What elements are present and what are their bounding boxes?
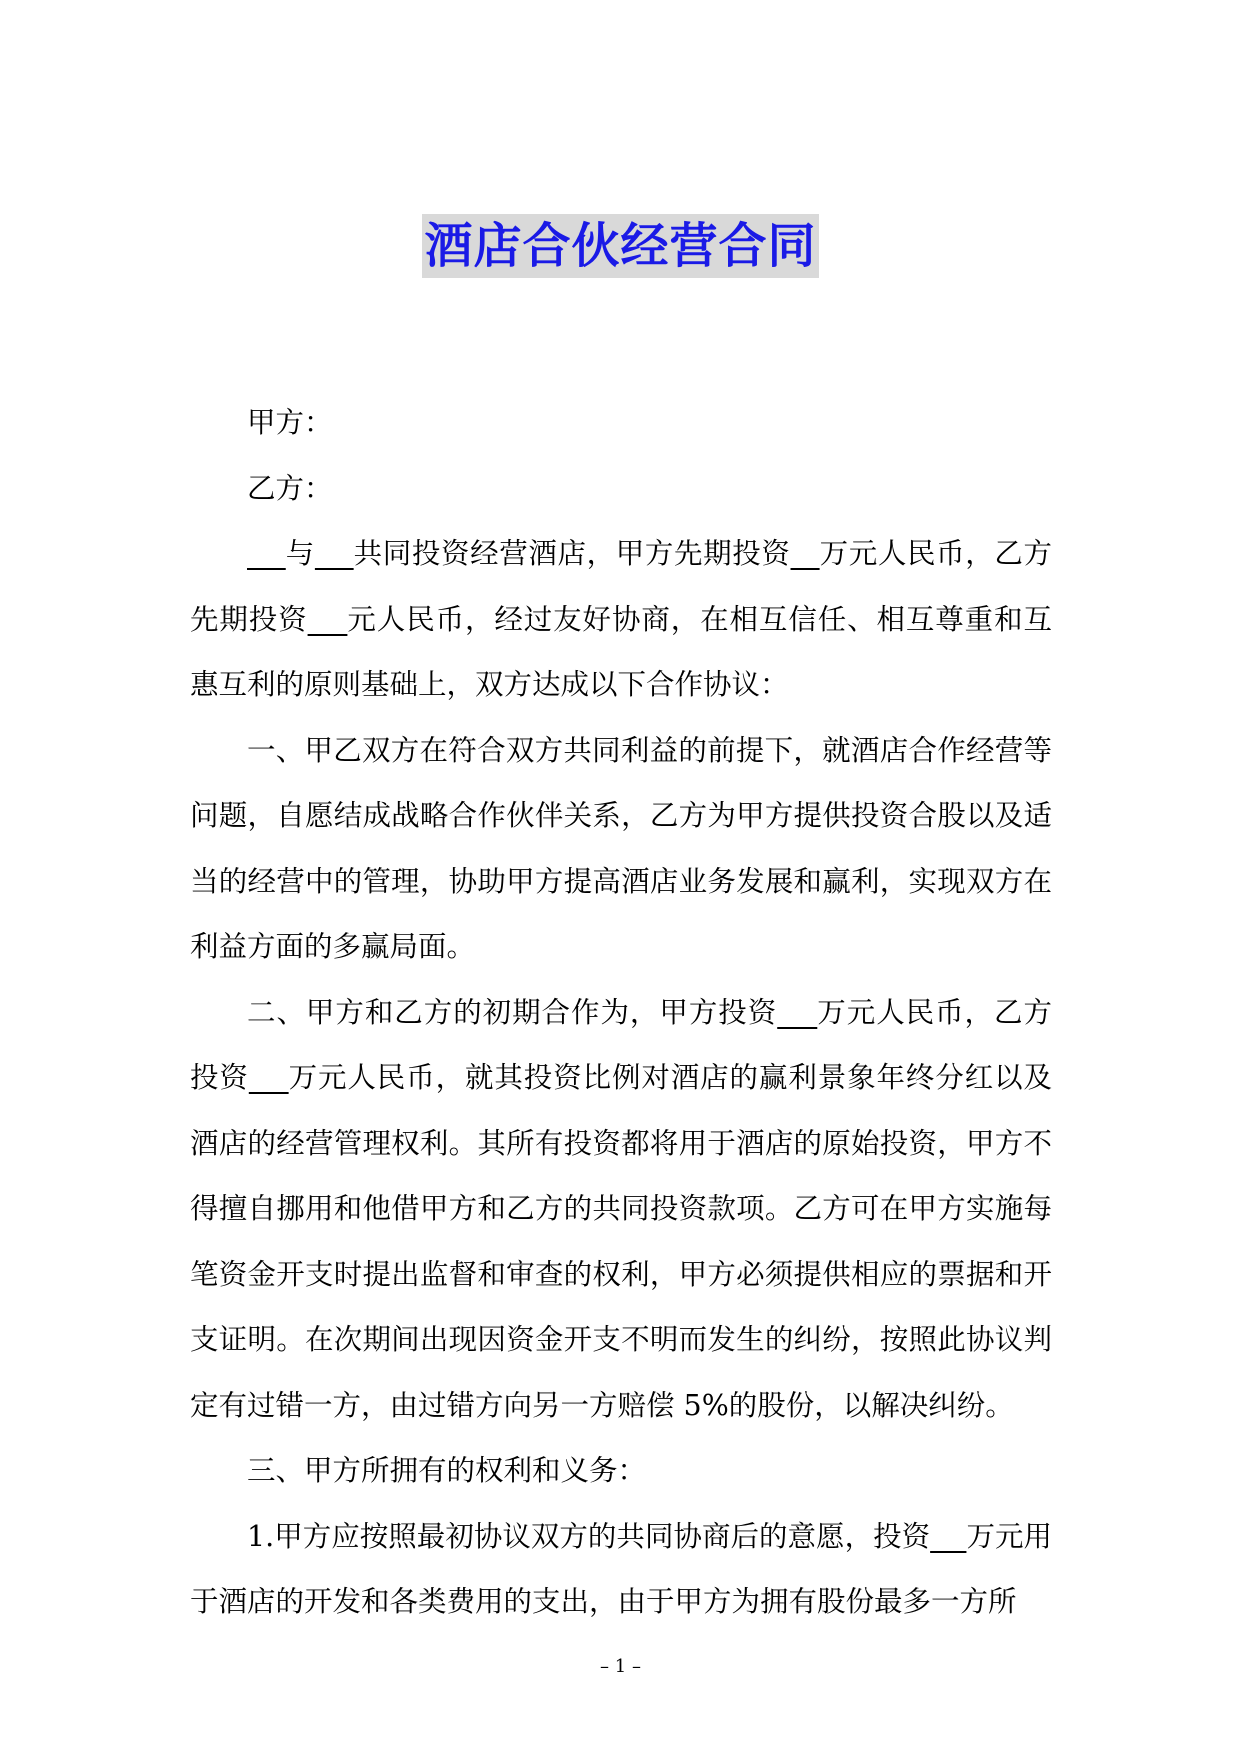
blank-field [777, 996, 817, 1029]
item-1-text-0: 1.甲方应按照最初协议双方的共同协商后的意愿，投资 [247, 1519, 931, 1553]
party-a-line: 甲方： [247, 406, 333, 439]
intro-paragraph [190, 521, 1052, 718]
title-container [0, 214, 1241, 278]
item-1-paragraph [190, 1504, 1052, 1635]
section-2-text-0: 二、甲方和乙方的初期合作为，甲方投资 [247, 995, 778, 1029]
section-2-text-2: 万元人民币，就其投资比例对酒店的赢利景象年终分红以及酒店的经营管理权利。其所有投资都将用于酒店的原始投资，甲方不得擅自挪用和他借甲方和乙方的共同投资款项。乙方可在甲方实施每笔资金开支时提出监督和审查的权利，甲方必须提供相应的票据和开支证明。在次期间出现因资金开支不明而发生的纠纷，按照此协议判定有过错一方，由过错方向另一方赔偿 5%的股份，以解决纠纷。 [190, 1061, 1052, 1422]
item-1-text-1: 万元用于酒店的开发和各类费用的支出，由于甲方为拥有股份最多一方所 [190, 1519, 1052, 1618]
intro-text-1: 与 [285, 537, 315, 570]
intro-text-4: 元人民币，经过友好协商，在相互信任、相互尊重和互惠互利的原则基础上，双方达成以下合作协议： [190, 602, 1052, 701]
blank-field [930, 1520, 966, 1553]
blank-field [791, 537, 820, 570]
document-body [190, 390, 1052, 1635]
intro-text-3: 万元人民币，乙方先期投资 [190, 537, 1052, 636]
blank-field [308, 603, 348, 636]
party-b-line: 乙方： [247, 471, 333, 505]
section-2-text-1: 万元人民币，乙方投资 [190, 995, 1052, 1094]
blank-field [249, 1061, 289, 1094]
document-title: 酒店合伙经营合同 [422, 214, 818, 278]
page-number: – 1 – [600, 1656, 641, 1677]
section-3-heading: 三、甲方所拥有的权利和义务： [247, 1454, 647, 1487]
intro-text-2: 共同投资经营酒店，甲方先期投资 [353, 537, 791, 570]
blank-field [315, 537, 354, 570]
blank-field [247, 537, 286, 570]
section-1-paragraph: 一、甲乙双方在符合双方共同利益的前提下，就酒店合作经营等问题，自愿结成战略合作伙伴关系，乙方为甲方提供投资合股以及适当的经营中的管理，协助甲方提高酒店业务发展和赢利，实现双方在利益方面的多赢局面。 [190, 733, 1052, 963]
section-2-paragraph [190, 980, 1052, 1439]
